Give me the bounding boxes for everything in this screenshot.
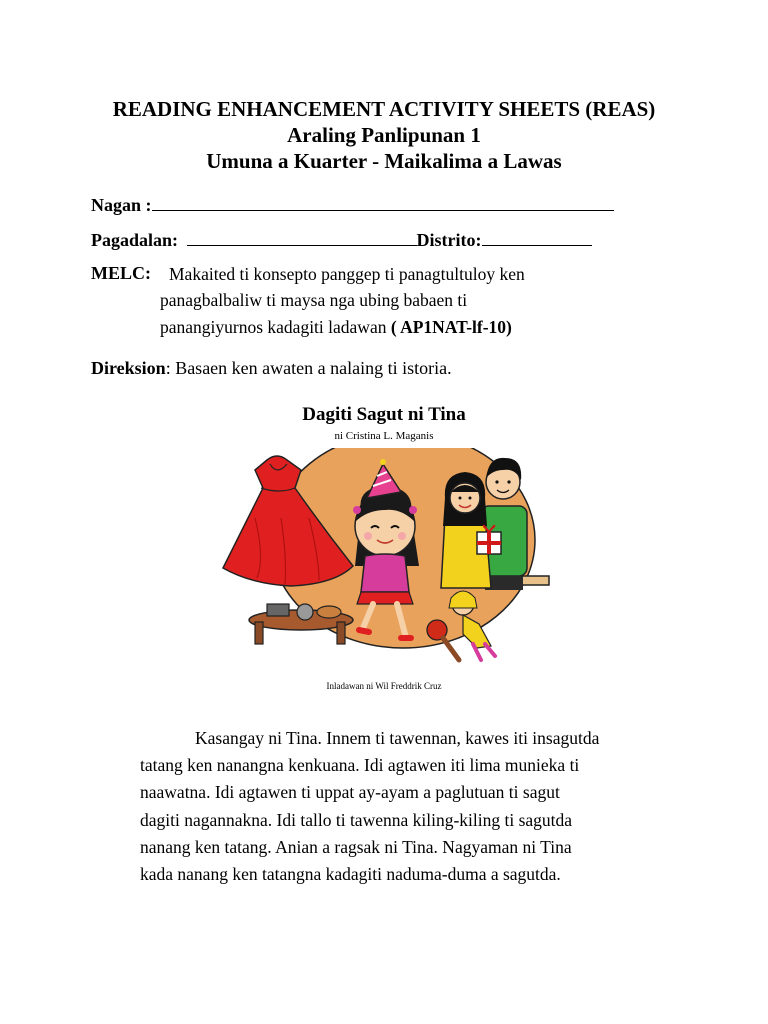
melc-label: MELC: <box>91 263 151 283</box>
distrito-field[interactable] <box>482 228 592 246</box>
direksion-row <box>91 357 452 379</box>
story-title: Dagiti Sagut ni Tina <box>302 404 466 425</box>
quarter-week-title: Umuna a Kuarter - Maikalima a Lawas <box>206 149 562 173</box>
direksion-label: Direksion <box>91 358 166 378</box>
melc-line-1: Makaited ti konsepto panggep ti panagtultuloy ken <box>169 264 525 284</box>
story-author: ni Cristina L. Maganis <box>334 430 434 442</box>
melc-line-3: panangiyurnos kadagiti ladawan ( AP1NAT-lf-10) <box>160 317 512 337</box>
story-line-5: nanang ken tatang. Anian a ragsak ni Tina. Nagyaman ni Tina <box>140 836 572 857</box>
worksheet-title: READING ENHANCEMENT ACTIVITY SHEETS (REAS) <box>112 97 656 121</box>
nagan-row <box>91 193 614 216</box>
pagadalan-label: Pagadalan: <box>91 230 179 250</box>
story-line-4: dagiti nagannakna. Idi tallo ti tawenna kiling-kiling ti sagutda <box>140 809 573 830</box>
direksion-text: : Basaen ken awaten a nalaing ti istoria. <box>165 358 452 378</box>
story-illustration <box>215 448 560 670</box>
pagadalan-field[interactable] <box>187 228 417 246</box>
distrito-label: Distrito: <box>416 230 482 250</box>
toy-cooking-table <box>249 604 353 644</box>
nagan-field[interactable] <box>152 193 614 211</box>
pagadalan-row <box>91 228 592 251</box>
story-paragraph <box>140 725 660 888</box>
nagan-label: Nagan : <box>91 195 152 215</box>
melc-line-2: panagbalbaliw ti maysa nga ubing babaen ti <box>160 290 468 310</box>
subject-title: Araling Panlipunan 1 <box>287 123 481 147</box>
story-line-6: kada nanang ken tatangna kadagiti naduma-duma a sagutda. <box>140 864 561 885</box>
story-line-1: Kasangay ni Tina. Innem ti tawennan, kawes iti insagutda <box>195 728 600 748</box>
mother-figure <box>441 472 491 588</box>
illustration-credit: Inladawan ni Wil Freddrik Cruz <box>326 681 442 691</box>
story-line-3: naawatna. Idi agtawen ti uppat ay-ayam a paglutuan ti sagut <box>140 782 560 803</box>
melc-code: ( AP1NAT-lf-10) <box>390 317 512 337</box>
story-line-2: tatang ken nanangna kenkuana. Idi agtawen iti lima munieka ti <box>140 755 580 776</box>
